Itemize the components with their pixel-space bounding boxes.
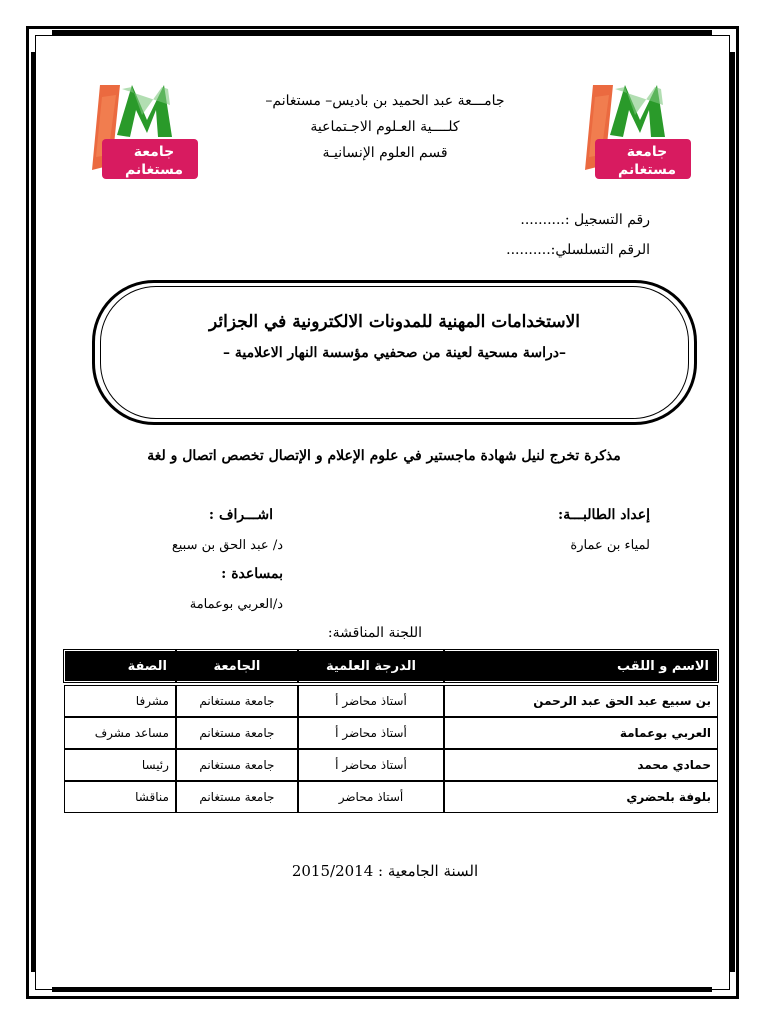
- table-row: [64, 685, 718, 717]
- member-rank: أستاذ محاضر أ: [298, 717, 444, 749]
- member-role: رئيسا: [64, 749, 176, 781]
- member-name: بن سبيع عبد الحق عبد الرحمن: [444, 685, 718, 717]
- academic-year: [270, 862, 500, 880]
- page-border-bar-right: [730, 52, 735, 972]
- thesis-subtitle: –دراسة مسحية لعينة من صحفيي مؤسسة النهار الاعلامية –: [222, 345, 567, 361]
- member-role: مشرفا: [64, 685, 176, 717]
- member-university: جامعة مستغانم: [176, 685, 298, 717]
- institution-header: [260, 88, 510, 166]
- logo-right-text-line1: جامعة: [626, 144, 668, 160]
- member-name: بلوفة بلحضري: [444, 781, 718, 813]
- student-name: لمياء بن عمارة: [570, 538, 650, 553]
- member-university: جامعة مستغانم: [176, 717, 298, 749]
- member-university: جامعة مستغانم: [176, 781, 298, 813]
- table-row: [64, 749, 718, 781]
- committee-header-row: [64, 650, 718, 682]
- header-rank: الدرجة العلمية: [298, 650, 444, 682]
- thesis-title: الاستخدامات المهنية للمدونات الالكترونية في الجزائر: [209, 312, 580, 332]
- table-row: [64, 781, 718, 813]
- assistance-label: بمساعدة :: [221, 566, 283, 582]
- header-name: الاسم و اللقب: [444, 650, 718, 682]
- academic-year-value: 2015/2014: [291, 862, 374, 880]
- serial-number: الرقم التسلسلي:..........: [506, 242, 650, 258]
- logo-right-text-line2: مستغانم: [617, 162, 677, 178]
- committee-label: اللجنة المناقشة:: [327, 625, 423, 641]
- header-role: الصفة: [64, 650, 176, 682]
- logo-left-text-line2: مستغانم: [124, 162, 184, 178]
- faculty-name: كلــــية العـلوم الاجـتماعية: [310, 119, 460, 135]
- header-university: الجامعة: [176, 650, 298, 682]
- department-name: قسم العلوم الإنسانيـة: [322, 145, 448, 161]
- member-name: حمادي محمد: [444, 749, 718, 781]
- logo-left-text-line1: جامعة: [133, 144, 175, 160]
- member-rank: أستاذ محاضر أ: [298, 749, 444, 781]
- academic-year-label: السنة الجامعية :: [378, 862, 479, 880]
- page-border-bar-top: [52, 30, 712, 35]
- supervision-label: اشـــراف :: [208, 507, 273, 523]
- member-rank: أستاذ محاضر: [298, 781, 444, 813]
- table-row: [64, 717, 718, 749]
- committee-table: [64, 650, 718, 813]
- page-border-bar-left: [31, 52, 36, 972]
- supervisor-name: د/ عبد الحق بن سبيع: [171, 538, 283, 553]
- member-role: مساعد مشرف: [64, 717, 176, 749]
- university-logo-right: [565, 75, 695, 185]
- assistant-name: د/العربي بوعمامة: [189, 597, 283, 612]
- registration-number: رقم التسجيل :..........: [520, 212, 650, 228]
- preparation-label: إعداد الطالبـــة:: [558, 507, 650, 523]
- member-university: جامعة مستغانم: [176, 749, 298, 781]
- member-rank: أستاذ محاضر أ: [298, 685, 444, 717]
- thesis-statement: مذكرة تخرج لنيل شهادة ماجستير في علوم الإعلام و الإتصال تخصص اتصال و لغة: [147, 448, 621, 464]
- member-role: مناقشا: [64, 781, 176, 813]
- university-name: جامـــعة عبد الحميد بن باديس– مستغانم–: [265, 93, 505, 109]
- member-name: العربي بوعمامة: [444, 717, 718, 749]
- university-logo-left: [72, 75, 202, 185]
- page-border-bar-bottom: [52, 987, 712, 992]
